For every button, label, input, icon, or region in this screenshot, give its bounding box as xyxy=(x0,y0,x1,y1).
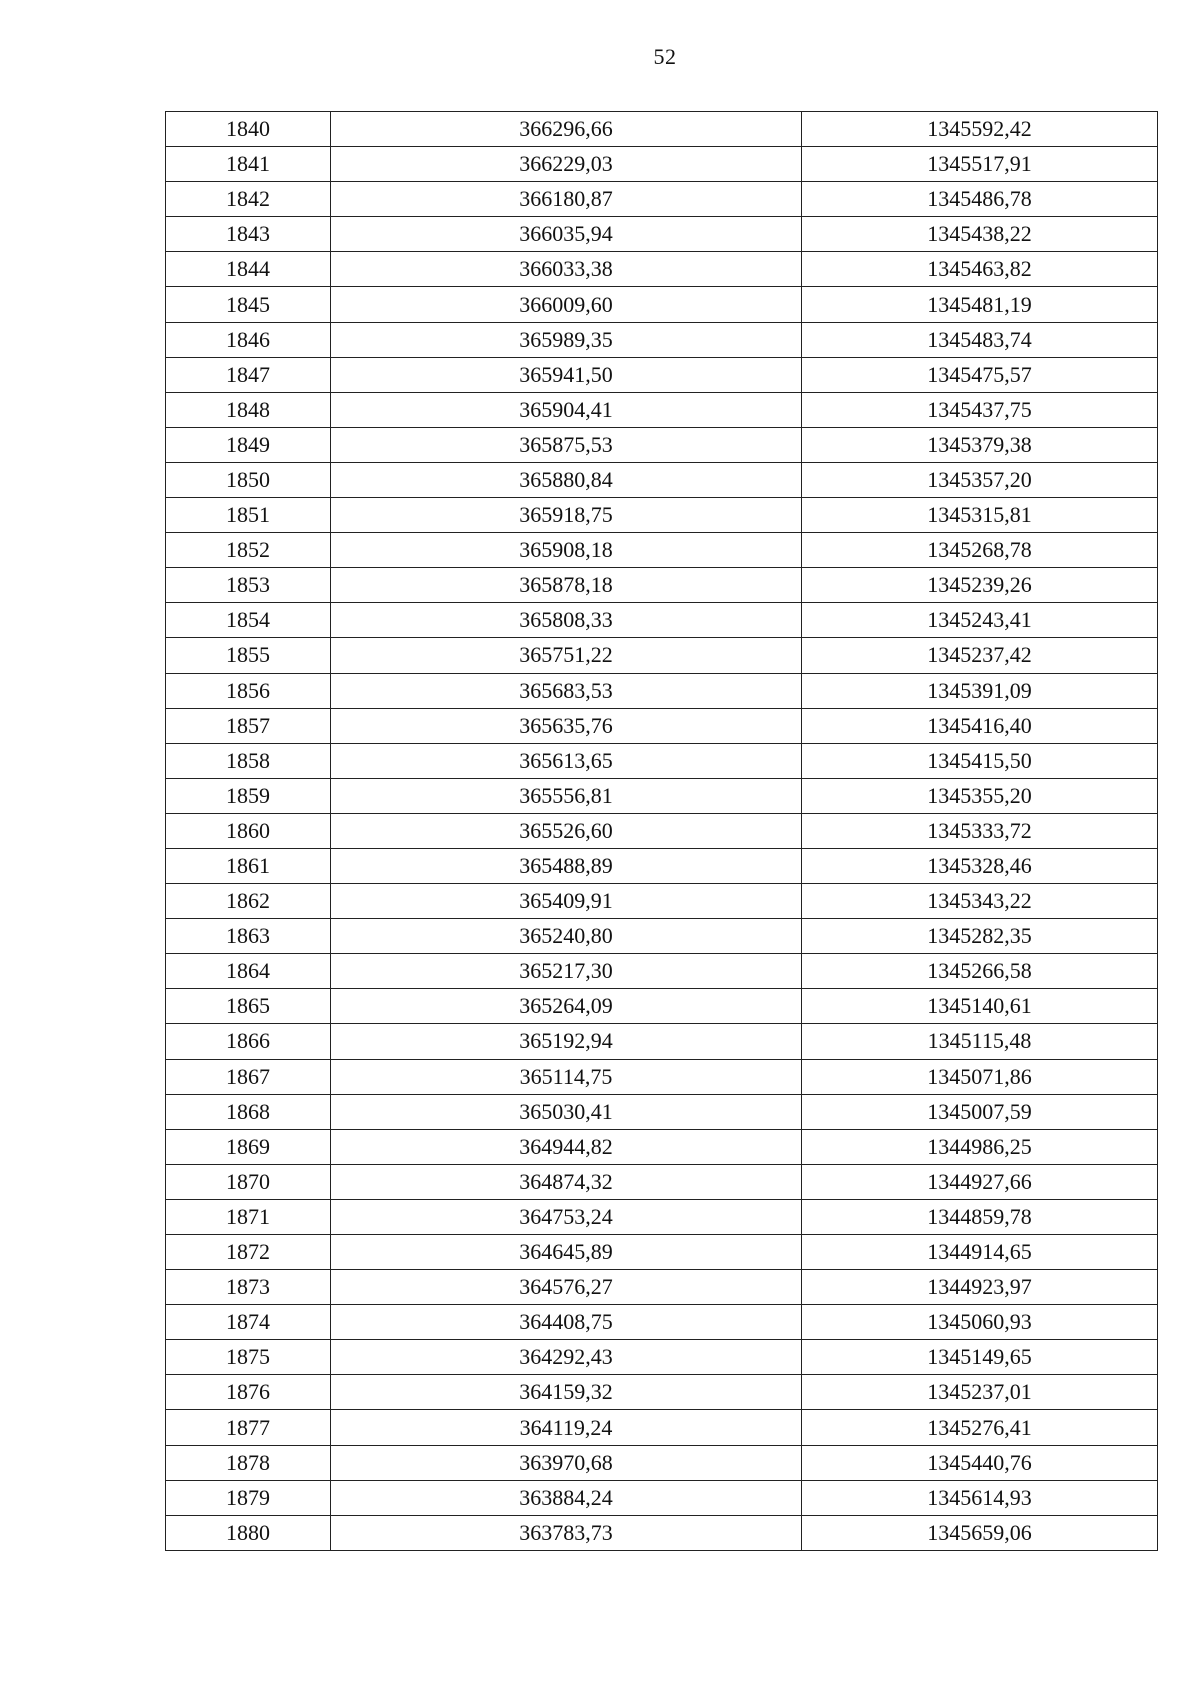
y-coordinate-cell: 1345237,42 xyxy=(802,638,1158,673)
y-coordinate-cell: 1345614,93 xyxy=(802,1480,1158,1515)
table-row xyxy=(166,743,1158,778)
point-number-cell: 1865 xyxy=(166,989,331,1024)
x-coordinate-cell: 364292,43 xyxy=(331,1340,802,1375)
y-coordinate-cell: 1345437,75 xyxy=(802,392,1158,427)
y-coordinate-cell: 1345483,74 xyxy=(802,322,1158,357)
point-number-cell: 1871 xyxy=(166,1199,331,1234)
x-coordinate-cell: 363884,24 xyxy=(331,1480,802,1515)
x-coordinate-cell: 364645,89 xyxy=(331,1235,802,1270)
table-row xyxy=(166,1270,1158,1305)
table-row xyxy=(166,638,1158,673)
point-number-cell: 1869 xyxy=(166,1129,331,1164)
x-coordinate-cell: 365114,75 xyxy=(331,1059,802,1094)
x-coordinate-cell: 365217,30 xyxy=(331,954,802,989)
table-row xyxy=(166,954,1158,989)
table-row xyxy=(166,147,1158,182)
point-number-cell: 1876 xyxy=(166,1375,331,1410)
table-row xyxy=(166,1094,1158,1129)
point-number-cell: 1848 xyxy=(166,392,331,427)
x-coordinate-cell: 365989,35 xyxy=(331,322,802,357)
table-row xyxy=(166,287,1158,322)
table-row xyxy=(166,1305,1158,1340)
x-coordinate-cell: 363783,73 xyxy=(331,1515,802,1550)
table-row xyxy=(166,1235,1158,1270)
point-number-cell: 1860 xyxy=(166,813,331,848)
point-number-cell: 1842 xyxy=(166,182,331,217)
table-row xyxy=(166,673,1158,708)
x-coordinate-cell: 365683,53 xyxy=(331,673,802,708)
table-row xyxy=(166,1024,1158,1059)
y-coordinate-cell: 1345328,46 xyxy=(802,848,1158,883)
table-row xyxy=(166,1059,1158,1094)
x-coordinate-cell: 365880,84 xyxy=(331,462,802,497)
point-number-cell: 1877 xyxy=(166,1410,331,1445)
x-coordinate-cell: 365556,81 xyxy=(331,778,802,813)
y-coordinate-cell: 1345315,81 xyxy=(802,498,1158,533)
table-row xyxy=(166,708,1158,743)
coordinates-table xyxy=(165,111,1158,1551)
y-coordinate-cell: 1345438,22 xyxy=(802,217,1158,252)
y-coordinate-cell: 1345481,19 xyxy=(802,287,1158,322)
point-number-cell: 1879 xyxy=(166,1480,331,1515)
x-coordinate-cell: 365941,50 xyxy=(331,357,802,392)
y-coordinate-cell: 1345243,41 xyxy=(802,603,1158,638)
point-number-cell: 1867 xyxy=(166,1059,331,1094)
point-number-cell: 1864 xyxy=(166,954,331,989)
y-coordinate-cell: 1345237,01 xyxy=(802,1375,1158,1410)
y-coordinate-cell: 1345060,93 xyxy=(802,1305,1158,1340)
y-coordinate-cell: 1345007,59 xyxy=(802,1094,1158,1129)
point-number-cell: 1855 xyxy=(166,638,331,673)
point-number-cell: 1853 xyxy=(166,568,331,603)
point-number-cell: 1856 xyxy=(166,673,331,708)
point-number-cell: 1872 xyxy=(166,1235,331,1270)
y-coordinate-cell: 1345415,50 xyxy=(802,743,1158,778)
x-coordinate-cell: 366009,60 xyxy=(331,287,802,322)
table-row xyxy=(166,919,1158,954)
y-coordinate-cell: 1344927,66 xyxy=(802,1164,1158,1199)
point-number-cell: 1841 xyxy=(166,147,331,182)
point-number-cell: 1878 xyxy=(166,1445,331,1480)
table-row xyxy=(166,182,1158,217)
x-coordinate-cell: 364119,24 xyxy=(331,1410,802,1445)
table-row xyxy=(166,112,1158,147)
x-coordinate-cell: 366033,38 xyxy=(331,252,802,287)
point-number-cell: 1863 xyxy=(166,919,331,954)
x-coordinate-cell: 365613,65 xyxy=(331,743,802,778)
x-coordinate-cell: 365192,94 xyxy=(331,1024,802,1059)
y-coordinate-cell: 1345282,35 xyxy=(802,919,1158,954)
y-coordinate-cell: 1345592,42 xyxy=(802,112,1158,147)
y-coordinate-cell: 1345343,22 xyxy=(802,884,1158,919)
point-number-cell: 1840 xyxy=(166,112,331,147)
table-row xyxy=(166,989,1158,1024)
table-row xyxy=(166,1515,1158,1550)
table-row xyxy=(166,813,1158,848)
table-row xyxy=(166,427,1158,462)
table-row xyxy=(166,533,1158,568)
table-row xyxy=(166,252,1158,287)
x-coordinate-cell: 365808,33 xyxy=(331,603,802,638)
table-row xyxy=(166,884,1158,919)
x-coordinate-cell: 366035,94 xyxy=(331,217,802,252)
x-coordinate-cell: 365904,41 xyxy=(331,392,802,427)
y-coordinate-cell: 1345276,41 xyxy=(802,1410,1158,1445)
table-row xyxy=(166,1410,1158,1445)
x-coordinate-cell: 365240,80 xyxy=(331,919,802,954)
table-row xyxy=(166,603,1158,638)
y-coordinate-cell: 1344986,25 xyxy=(802,1129,1158,1164)
table-row xyxy=(166,1340,1158,1375)
point-number-cell: 1868 xyxy=(166,1094,331,1129)
table-row xyxy=(166,322,1158,357)
y-coordinate-cell: 1344923,97 xyxy=(802,1270,1158,1305)
x-coordinate-cell: 365918,75 xyxy=(331,498,802,533)
y-coordinate-cell: 1345071,86 xyxy=(802,1059,1158,1094)
x-coordinate-cell: 365030,41 xyxy=(331,1094,802,1129)
table-row xyxy=(166,1199,1158,1234)
table-row xyxy=(166,357,1158,392)
table-row xyxy=(166,1375,1158,1410)
coordinates-table-body xyxy=(166,112,1158,1551)
point-number-cell: 1874 xyxy=(166,1305,331,1340)
point-number-cell: 1845 xyxy=(166,287,331,322)
x-coordinate-cell: 365526,60 xyxy=(331,813,802,848)
table-row xyxy=(166,1480,1158,1515)
point-number-cell: 1870 xyxy=(166,1164,331,1199)
x-coordinate-cell: 365409,91 xyxy=(331,884,802,919)
y-coordinate-cell: 1345149,65 xyxy=(802,1340,1158,1375)
x-coordinate-cell: 364944,82 xyxy=(331,1129,802,1164)
y-coordinate-cell: 1345440,76 xyxy=(802,1445,1158,1480)
y-coordinate-cell: 1344914,65 xyxy=(802,1235,1158,1270)
y-coordinate-cell: 1345486,78 xyxy=(802,182,1158,217)
x-coordinate-cell: 365908,18 xyxy=(331,533,802,568)
x-coordinate-cell: 363970,68 xyxy=(331,1445,802,1480)
table-row xyxy=(166,778,1158,813)
x-coordinate-cell: 366229,03 xyxy=(331,147,802,182)
point-number-cell: 1850 xyxy=(166,462,331,497)
point-number-cell: 1854 xyxy=(166,603,331,638)
point-number-cell: 1862 xyxy=(166,884,331,919)
y-coordinate-cell: 1345475,57 xyxy=(802,357,1158,392)
y-coordinate-cell: 1345517,91 xyxy=(802,147,1158,182)
point-number-cell: 1873 xyxy=(166,1270,331,1305)
table-row xyxy=(166,1129,1158,1164)
x-coordinate-cell: 365875,53 xyxy=(331,427,802,462)
x-coordinate-cell: 366180,87 xyxy=(331,182,802,217)
point-number-cell: 1880 xyxy=(166,1515,331,1550)
point-number-cell: 1857 xyxy=(166,708,331,743)
y-coordinate-cell: 1345268,78 xyxy=(802,533,1158,568)
point-number-cell: 1866 xyxy=(166,1024,331,1059)
point-number-cell: 1846 xyxy=(166,322,331,357)
x-coordinate-cell: 364874,32 xyxy=(331,1164,802,1199)
table-row xyxy=(166,462,1158,497)
point-number-cell: 1861 xyxy=(166,848,331,883)
y-coordinate-cell: 1345379,38 xyxy=(802,427,1158,462)
point-number-cell: 1875 xyxy=(166,1340,331,1375)
y-coordinate-cell: 1345239,26 xyxy=(802,568,1158,603)
y-coordinate-cell: 1345140,61 xyxy=(802,989,1158,1024)
point-number-cell: 1852 xyxy=(166,533,331,568)
point-number-cell: 1844 xyxy=(166,252,331,287)
x-coordinate-cell: 365635,76 xyxy=(331,708,802,743)
y-coordinate-cell: 1345357,20 xyxy=(802,462,1158,497)
y-coordinate-cell: 1345115,48 xyxy=(802,1024,1158,1059)
y-coordinate-cell: 1344859,78 xyxy=(802,1199,1158,1234)
y-coordinate-cell: 1345659,06 xyxy=(802,1515,1158,1550)
x-coordinate-cell: 364576,27 xyxy=(331,1270,802,1305)
y-coordinate-cell: 1345463,82 xyxy=(802,252,1158,287)
point-number-cell: 1859 xyxy=(166,778,331,813)
table-row xyxy=(166,1164,1158,1199)
y-coordinate-cell: 1345391,09 xyxy=(802,673,1158,708)
table-row xyxy=(166,568,1158,603)
y-coordinate-cell: 1345416,40 xyxy=(802,708,1158,743)
point-number-cell: 1843 xyxy=(166,217,331,252)
table-row xyxy=(166,392,1158,427)
page-number: 52 xyxy=(653,44,677,69)
x-coordinate-cell: 365751,22 xyxy=(331,638,802,673)
table-row xyxy=(166,498,1158,533)
x-coordinate-cell: 365488,89 xyxy=(331,848,802,883)
y-coordinate-cell: 1345333,72 xyxy=(802,813,1158,848)
point-number-cell: 1847 xyxy=(166,357,331,392)
point-number-cell: 1851 xyxy=(166,498,331,533)
point-number-cell: 1849 xyxy=(166,427,331,462)
x-coordinate-cell: 364753,24 xyxy=(331,1199,802,1234)
table-row xyxy=(166,1445,1158,1480)
point-number-cell: 1858 xyxy=(166,743,331,778)
x-coordinate-cell: 365264,09 xyxy=(331,989,802,1024)
x-coordinate-cell: 366296,66 xyxy=(331,112,802,147)
table-row xyxy=(166,848,1158,883)
table-row xyxy=(166,217,1158,252)
x-coordinate-cell: 364159,32 xyxy=(331,1375,802,1410)
y-coordinate-cell: 1345355,20 xyxy=(802,778,1158,813)
x-coordinate-cell: 364408,75 xyxy=(331,1305,802,1340)
x-coordinate-cell: 365878,18 xyxy=(331,568,802,603)
y-coordinate-cell: 1345266,58 xyxy=(802,954,1158,989)
